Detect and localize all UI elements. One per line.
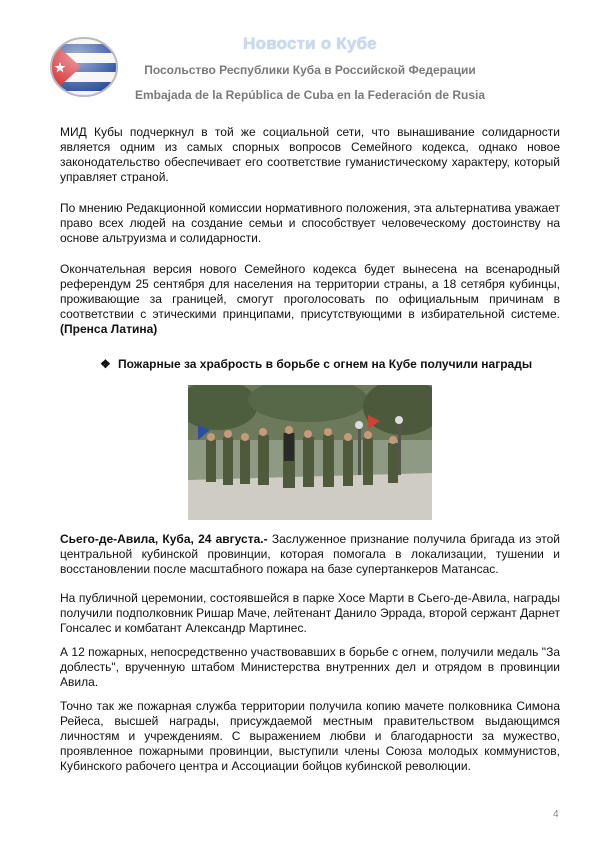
- article-paragraph-1-text: Заслуженное признание получила бригада из этой центральной кубинской провинции, которая помогала в локализации, тушении и восстановлении после масштабного пожара на базе супертанкеров Матансас.: [60, 532, 560, 576]
- paragraph-3-text: Окончательная версия нового Семейного кодекса будет вынесена на всенародный референдум 25 сентября для населения на территории страны, а 18 сетября кубинцы, проживающие за границей, смогут проголосовать по официальным причинам в соответствии с этическими принципами, присутствующими в избирательной системе.: [60, 262, 560, 321]
- paragraph-2: По мнению Редакционной комиссии нормативного положения, эта альтернатива уважает право всех людей на создание семьи и способствует человеческому достоинству на основе альтруизма и солидарности.: [60, 201, 560, 245]
- cuban-flag-logo-icon: [49, 36, 119, 98]
- article-paragraph-3: А 12 пожарных, непосредственно участвовавших в борьбе с огнем, получили медаль "За доблесть", врученную штабом Министерства внутренних дел и отрядом в провинции Авила.: [60, 645, 560, 689]
- article-paragraph-2: На публичной церемонии, состоявшейся в парке Хосе Марти в Сьего-де-Авила, награды получили подполковник Ришар Маче, лейтенант Данило Эррада, второй сержант Дарнет Гонсалес и комбатант Александр Мартинес.: [60, 591, 560, 635]
- dateline: Сьего-де-Авила, Куба, 24 августа.-: [60, 532, 268, 546]
- diamond-bullet-icon: ❖: [100, 357, 111, 371]
- paragraph-3: [60, 262, 560, 337]
- paragraph-1: МИД Кубы подчеркнул в той же социальной сети, что вынашивание солидарности является одним из самых спорных вопросов Семейного кодекса, однако новое законодательство обеспечивает его соответствие гуманистическому характеру, который управляет страной.: [60, 125, 560, 184]
- newsletter-title: Новости о Кубе: [243, 34, 377, 53]
- article-headline: [100, 357, 532, 371]
- embassy-name-russian: Посольство Республики Куба в Российской Федерации: [144, 63, 476, 77]
- embassy-name-spanish: Embajada de la República de Cuba en la Federación de Rusia: [134, 88, 486, 102]
- page-number: 4: [553, 809, 559, 820]
- firefighters-photo: [188, 385, 432, 520]
- headline-text: Пожарные за храбрость в борьбе с огнем на Кубе получили награды: [118, 357, 533, 371]
- article-paragraph-1: [60, 532, 560, 577]
- article-paragraph-4: Точно так же пожарная служба территории получила копию мачете полковника Симона Рейеса, высшей награды, присуждаемой местным правительством выдающимся личностям и учреждениям. С выражением любви и благодарности за мужество, проявленное пожарными провинции, выступили члены Союза молодых коммунистов, Кубинского рабочего центра и Ассоциации бойцов кубинской революции.: [60, 699, 560, 773]
- source-attribution: (Пренса Латина): [60, 322, 158, 336]
